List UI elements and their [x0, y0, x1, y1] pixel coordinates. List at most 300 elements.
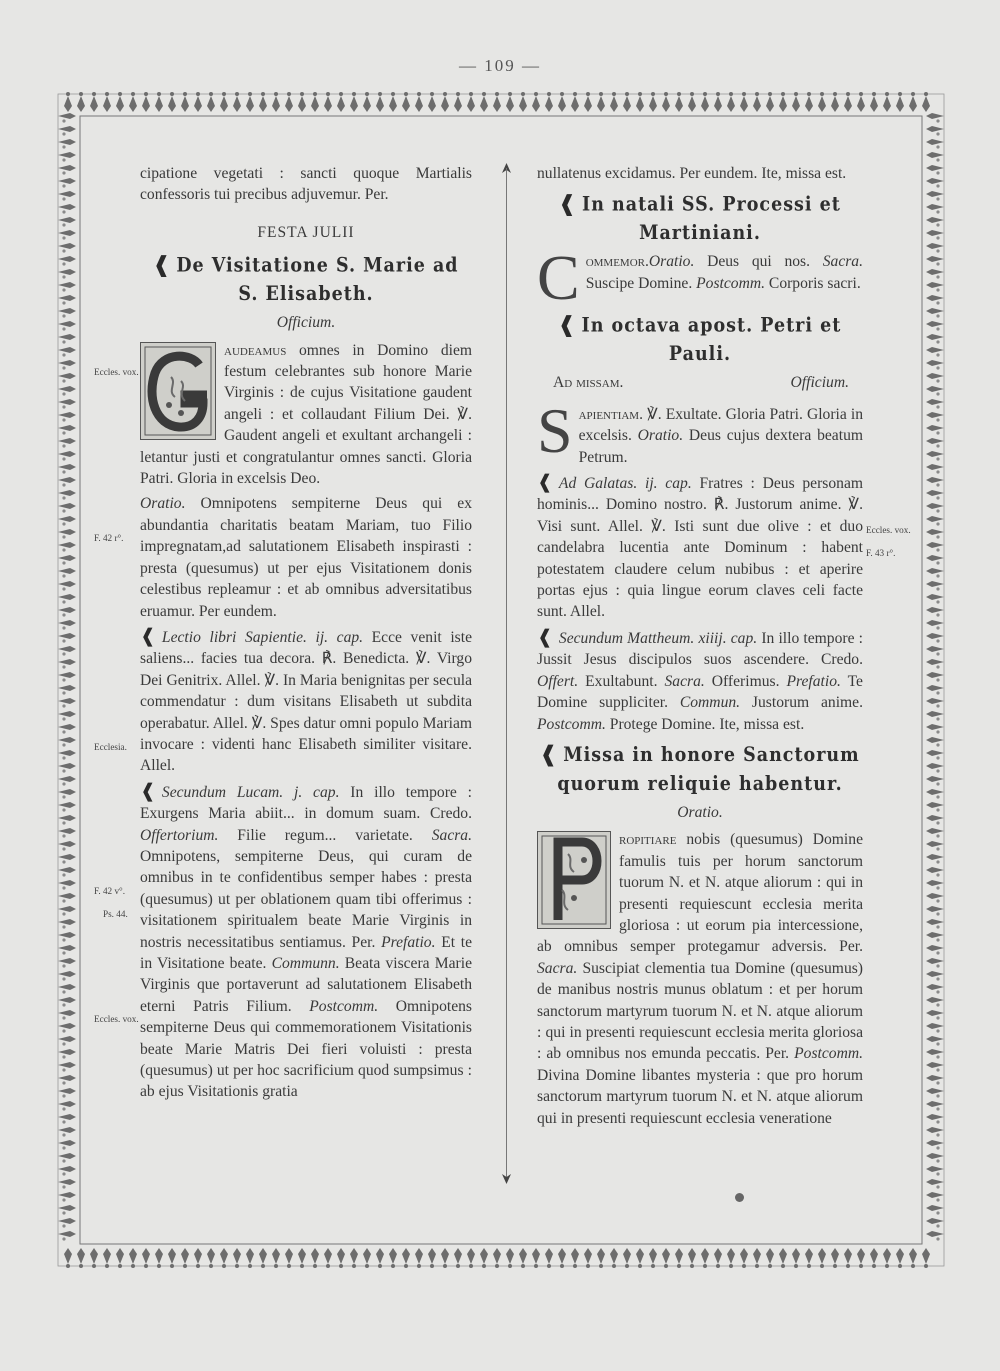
- sacra-text: Offerimus.: [704, 672, 787, 690]
- border-ornament: [926, 919, 944, 925]
- border-ornament: [926, 399, 944, 405]
- border-ornament: [936, 522, 939, 525]
- border-ornament: [924, 92, 928, 96]
- border-ornament: [62, 1081, 65, 1084]
- border-ornament: [846, 1264, 850, 1268]
- border-ornament: [58, 490, 76, 496]
- border-ornament: [58, 880, 76, 886]
- border-ornament: [638, 1264, 642, 1268]
- border-ornament: [62, 1198, 65, 1201]
- border-ornament: [272, 1248, 280, 1264]
- border-ornament: [571, 1248, 579, 1264]
- border-ornament: [926, 789, 944, 795]
- border-ornament: [168, 1248, 176, 1264]
- border-ornament: [62, 1224, 65, 1227]
- postcommunio-text: Protege Domine. Ite, missa est.: [605, 715, 805, 733]
- border-ornament: [58, 828, 76, 834]
- border-ornament: [651, 92, 655, 96]
- border-ornament: [404, 1264, 408, 1268]
- border-ornament: [58, 425, 76, 431]
- communio-text: Beata viscera Marie Virginis que portaverunt ad salutationem Elisabeth eterni Patris Filium.: [140, 955, 472, 1015]
- border-ornament: [58, 1023, 76, 1029]
- initial-c: C: [537, 242, 580, 314]
- border-ornament: [58, 711, 76, 717]
- border-ornament: [936, 457, 939, 460]
- border-ornament: [926, 867, 944, 873]
- postcommunio-label: Postcomm.: [309, 997, 379, 1015]
- border-ornament: [443, 92, 447, 96]
- border-ornament: [768, 92, 772, 96]
- border-ornament: [766, 1248, 774, 1264]
- border-ornament: [911, 1264, 915, 1268]
- border-ornament: [62, 626, 65, 629]
- border-ornament: [58, 971, 76, 977]
- border-ornament: [58, 204, 76, 210]
- border-ornament: [936, 496, 939, 499]
- officium-label: Officium.: [790, 374, 849, 392]
- border-ornament: [936, 145, 939, 148]
- border-ornament: [116, 1248, 124, 1264]
- feast-title-text: In octava apost. Petri et Pauli.: [581, 315, 842, 366]
- border-ornament: [62, 574, 65, 577]
- border-ornament: [926, 1205, 944, 1211]
- border-ornament: [926, 984, 944, 990]
- border-ornament: [820, 92, 824, 96]
- border-ornament: [324, 1248, 332, 1264]
- border-ornament: [936, 210, 939, 213]
- border-ornament: [58, 1088, 76, 1094]
- border-ornament: [926, 672, 944, 678]
- communio-text: Justorum anime.: [740, 694, 863, 712]
- feast-title: [537, 740, 863, 798]
- border-ornament: [926, 906, 944, 912]
- border-ornament: [363, 1248, 371, 1264]
- border-ornament: [885, 1264, 889, 1268]
- border-ornament: [571, 96, 579, 112]
- border-ornament: [936, 1068, 939, 1071]
- border-ornament: [936, 1003, 939, 1006]
- border-ornament: [58, 867, 76, 873]
- border-ornament: [597, 1248, 605, 1264]
- border-ornament: [58, 178, 76, 184]
- border-ornament: [625, 1264, 629, 1268]
- epistle-label: Ad Galatas. ij. cap.: [558, 475, 692, 493]
- border-ornament: [779, 96, 787, 112]
- border-ornament: [926, 529, 944, 535]
- border-ornament: [350, 1248, 358, 1264]
- border-ornament: [194, 1248, 202, 1264]
- border-ornament: [62, 223, 65, 226]
- gospel-text: In illo tempore : Exurgens Maria abiit... in domum suam. Credo.: [140, 783, 472, 823]
- border-ornament: [586, 1264, 590, 1268]
- border-ornament: [926, 360, 944, 366]
- border-ornament: [287, 1264, 291, 1268]
- border-ornament: [831, 1248, 839, 1264]
- border-ornament: [779, 1248, 787, 1264]
- border-ornament: [62, 613, 65, 616]
- border-ornament: [936, 1185, 939, 1188]
- border-ornament: [936, 548, 939, 551]
- border-ornament: [62, 470, 65, 473]
- border-ornament: [58, 724, 76, 730]
- border-ornament: [58, 152, 76, 158]
- continuation-text: nullatenus excidamus. Per eundem. Ite, missa est.: [537, 165, 847, 182]
- border-ornament: [62, 886, 65, 889]
- border-ornament: [62, 782, 65, 785]
- border-ornament: [58, 256, 76, 262]
- border-ornament: [818, 96, 826, 112]
- border-ornament: [58, 1218, 76, 1224]
- border-ornament: [77, 1248, 85, 1264]
- border-ornament: [300, 1264, 304, 1268]
- border-ornament: [62, 600, 65, 603]
- border-ornament: [79, 92, 83, 96]
- border-ornament: [936, 1224, 939, 1227]
- border-ornament: [62, 1042, 65, 1045]
- border-ornament: [926, 1153, 944, 1159]
- border-ornament: [677, 1264, 681, 1268]
- border-ornament: [936, 756, 939, 759]
- border-ornament: [703, 1264, 707, 1268]
- border-ornament: [274, 1264, 278, 1268]
- border-ornament: [196, 1264, 200, 1268]
- border-ornament: [926, 230, 944, 236]
- border-ornament: [805, 96, 813, 112]
- border-ornament: [62, 132, 65, 135]
- border-ornament: [926, 841, 944, 847]
- border-ornament: [62, 548, 65, 551]
- oratio-label: Oratio.: [648, 253, 695, 271]
- border-ornament: [58, 139, 76, 145]
- border-ornament: [339, 1264, 343, 1268]
- border-ornament: [636, 1248, 644, 1264]
- offertorium-text: Exultabunt.: [578, 672, 665, 690]
- border-ornament: [58, 1153, 76, 1159]
- border-ornament: [58, 1075, 76, 1081]
- border-ornament: [58, 555, 76, 561]
- border-ornament: [62, 210, 65, 213]
- border-ornament: [926, 1166, 944, 1172]
- sacra-label: Sacra.: [822, 253, 863, 271]
- border-ornament: [781, 92, 785, 96]
- border-ornament: [235, 1264, 239, 1268]
- border-ornament: [926, 737, 944, 743]
- border-ornament: [926, 425, 944, 431]
- border-ornament: [58, 698, 76, 704]
- border-ornament: [740, 96, 748, 112]
- border-ornament: [926, 1127, 944, 1133]
- border-ornament: [389, 1248, 397, 1264]
- border-ornament: [688, 1248, 696, 1264]
- border-ornament: [857, 96, 865, 112]
- border-ornament: [58, 984, 76, 990]
- border-ornament: [196, 92, 200, 96]
- border-ornament: [883, 1248, 891, 1264]
- border-ornament: [936, 1029, 939, 1032]
- border-ornament: [248, 1264, 252, 1268]
- border-ornament: [58, 906, 76, 912]
- postcommunio-label: Postcomm.: [537, 715, 606, 733]
- border-ornament: [532, 1248, 540, 1264]
- introit-incipit: audeamus: [224, 341, 287, 359]
- border-ornament: [103, 1248, 111, 1264]
- border-ornament: [662, 96, 670, 112]
- border-ornament: [415, 1248, 423, 1264]
- border-ornament: [926, 438, 944, 444]
- border-ornament: [365, 92, 369, 96]
- border-ornament: [62, 535, 65, 538]
- border-ornament: [936, 938, 939, 941]
- border-ornament: [350, 96, 358, 112]
- border-ornament: [62, 756, 65, 759]
- border-ornament: [547, 1264, 551, 1268]
- offertorium-label: Offert.: [537, 672, 579, 690]
- border-ornament: [58, 763, 76, 769]
- border-ornament: [287, 92, 291, 96]
- margin-note: F. 42 r°.: [94, 533, 124, 543]
- border-ornament: [58, 737, 76, 743]
- border-ornament: [936, 600, 939, 603]
- border-ornament: [936, 288, 939, 291]
- border-ornament: [170, 92, 174, 96]
- border-ornament: [62, 483, 65, 486]
- border-ornament: [62, 1120, 65, 1123]
- border-ornament: [926, 1140, 944, 1146]
- border-ornament: [157, 1264, 161, 1268]
- sacra-text: Suscipe Domine.: [585, 274, 697, 292]
- border-ornament: [690, 92, 694, 96]
- border-ornament: [926, 971, 944, 977]
- border-ornament: [430, 1264, 434, 1268]
- border-ornament: [58, 932, 76, 938]
- border-ornament: [926, 503, 944, 509]
- border-ornament: [936, 808, 939, 811]
- continuation-text: cipatione vegetati : sancti quoque Martialis confessoris tui precibus adjuvemur. Per.: [140, 165, 472, 204]
- border-ornament: [480, 1248, 488, 1264]
- ornament-dot: [735, 1193, 744, 1202]
- border-ornament: [936, 509, 939, 512]
- border-ornament: [58, 503, 76, 509]
- border-ornament: [926, 373, 944, 379]
- border-ornament: [651, 1264, 655, 1268]
- border-ornament: [936, 1055, 939, 1058]
- border-ornament: [62, 977, 65, 980]
- border-ornament: [58, 750, 76, 756]
- border-ornament: [339, 92, 343, 96]
- border-ornament: [532, 96, 540, 112]
- border-ornament: [209, 1264, 213, 1268]
- border-ornament: [926, 893, 944, 899]
- border-ornament: [936, 1094, 939, 1097]
- pilcrow-icon: ❰: [558, 312, 576, 338]
- border-ornament: [62, 1016, 65, 1019]
- border-ornament: [58, 386, 76, 392]
- border-ornament: [58, 529, 76, 535]
- border-ornament: [792, 1248, 800, 1264]
- border-ornament: [261, 92, 265, 96]
- border-ornament: [62, 652, 65, 655]
- border-ornament: [936, 1159, 939, 1162]
- border-ornament: [597, 96, 605, 112]
- border-ornament: [534, 92, 538, 96]
- border-ornament: [118, 1264, 122, 1268]
- section-heading: FESTA JULII: [257, 223, 355, 241]
- border-ornament: [926, 633, 944, 639]
- border-ornament: [727, 1248, 735, 1264]
- border-ornament: [298, 1248, 306, 1264]
- border-ornament: [623, 1248, 631, 1264]
- border-ornament: [926, 321, 944, 327]
- initial-s: S: [537, 394, 573, 466]
- border-ornament: [404, 92, 408, 96]
- border-ornament: [926, 1010, 944, 1016]
- border-ornament: [142, 1248, 150, 1264]
- border-ornament: [508, 92, 512, 96]
- border-ornament: [926, 347, 944, 353]
- border-ornament: [352, 1264, 356, 1268]
- border-ornament: [936, 717, 939, 720]
- column-divider: [506, 168, 507, 1180]
- pilcrow-icon: ❰: [559, 191, 577, 217]
- feast-title-text: De Visitatione S. Marie ad S. Elisabeth.: [176, 254, 459, 306]
- border-ornament: [58, 1192, 76, 1198]
- border-ornament: [58, 347, 76, 353]
- border-ornament: [690, 1264, 694, 1268]
- border-ornament: [936, 418, 939, 421]
- border-ornament: [58, 1049, 76, 1055]
- border-ornament: [649, 96, 657, 112]
- border-ornament: [766, 96, 774, 112]
- border-ornament: [311, 1248, 319, 1264]
- border-ornament: [495, 92, 499, 96]
- oratio-text: Deus qui nos.: [694, 253, 823, 271]
- border-ornament: [363, 96, 371, 112]
- border-ornament: [62, 587, 65, 590]
- border-ornament: [58, 802, 76, 808]
- border-ornament: [936, 782, 939, 785]
- border-ornament: [936, 1237, 939, 1240]
- border-ornament: [58, 269, 76, 275]
- border-ornament: [391, 1264, 395, 1268]
- communio-label: Communn.: [271, 955, 340, 972]
- border-ornament: [441, 1248, 449, 1264]
- border-ornament: [926, 243, 944, 249]
- border-ornament: [936, 340, 939, 343]
- border-ornament: [936, 314, 939, 317]
- border-ornament: [625, 92, 629, 96]
- border-ornament: [58, 1101, 76, 1107]
- introit-text: omnes in Domino diem festum celebrantes sub honore Marie Virginis : de cujus Visitatione gaudent angeli : et collaudant Filium Dei. ℣. Gaudent angeli et exultant archangeli : letantur justi et congratulantur omnes sancti. Gloria Patri. Gloria in excelsis Deo.: [140, 341, 472, 488]
- border-ornament: [936, 275, 939, 278]
- border-ornament: [936, 483, 939, 486]
- border-ornament: [58, 243, 76, 249]
- border-ornament: [714, 96, 722, 112]
- border-ornament: [936, 587, 939, 590]
- border-ornament: [376, 1248, 384, 1264]
- oratio-incipit: ropitiare: [619, 831, 677, 849]
- border-ornament: [58, 633, 76, 639]
- border-ornament: [144, 92, 148, 96]
- border-ornament: [909, 96, 917, 112]
- border-ornament: [62, 301, 65, 304]
- postcommunio-text: Corporis sacri.: [765, 274, 861, 292]
- margin-note: Ps. 44.: [103, 909, 128, 919]
- border-ornament: [246, 96, 254, 112]
- border-ornament: [936, 574, 939, 577]
- border-ornament: [155, 96, 163, 112]
- border-ornament: [936, 613, 939, 616]
- border-ornament: [62, 925, 65, 928]
- border-ornament: [62, 444, 65, 447]
- epistle-text: Fratres : Deus personam hominis... Domino nostro. ℟. Justorum anime. ℣. Visi sunt. Allel. ℣. Isti sunt due olive : et duo candelabra lucentia ante Dominum : habent potestatem claudere celum nubibus : et aperire portas ejus : quia lingue eorum claves celi facte sunt. Allel.: [537, 475, 863, 621]
- border-ornament: [482, 1264, 486, 1268]
- border-ornament: [936, 652, 939, 655]
- border-ornament: [62, 717, 65, 720]
- border-ornament: [220, 96, 228, 112]
- border-ornament: [58, 789, 76, 795]
- border-ornament: [62, 678, 65, 681]
- border-ornament: [62, 392, 65, 395]
- border-ornament: [547, 92, 551, 96]
- border-ornament: [58, 412, 76, 418]
- margin-note: Eccles. vox.: [866, 525, 911, 535]
- gospel-text: In illo tempore : Jussit Jesus discipulos suos ascendere. Credo.: [537, 629, 863, 669]
- border-ornament: [58, 217, 76, 223]
- border-ornament: [936, 444, 939, 447]
- border-ornament: [62, 639, 65, 642]
- border-ornament: [116, 96, 124, 112]
- border-ornament: [92, 1264, 96, 1268]
- border-ornament: [105, 92, 109, 96]
- border-ornament: [62, 665, 65, 668]
- rule-arrow-bottom: [501, 1172, 512, 1184]
- border-ornament: [926, 386, 944, 392]
- border-ornament: [58, 516, 76, 522]
- border-ornament: [62, 1133, 65, 1136]
- border-ornament: [922, 1248, 930, 1264]
- border-ornament: [428, 1248, 436, 1264]
- border-ornament: [337, 96, 345, 112]
- border-ornament: [936, 132, 939, 135]
- border-ornament: [62, 288, 65, 291]
- border-ornament: [610, 1248, 618, 1264]
- border-ornament: [820, 1264, 824, 1268]
- border-ornament: [805, 1248, 813, 1264]
- gospel-paragraph: [140, 781, 472, 1103]
- border-ornament: [62, 1159, 65, 1162]
- border-ornament: [911, 92, 915, 96]
- border-ornament: [58, 165, 76, 171]
- border-ornament: [936, 730, 939, 733]
- border-ornament: [62, 184, 65, 187]
- border-ornament: [675, 96, 683, 112]
- border-ornament: [90, 1248, 98, 1264]
- border-ornament: [378, 1264, 382, 1268]
- border-ornament: [506, 96, 514, 112]
- border-ornament: [926, 659, 944, 665]
- border-ornament: [729, 1264, 733, 1268]
- border-ornament: [220, 1248, 228, 1264]
- border-ornament: [926, 594, 944, 600]
- border-ornament: [870, 1248, 878, 1264]
- border-ornament: [62, 769, 65, 772]
- prefatio-text: Et te in Visitatione beate.: [140, 933, 472, 972]
- border-ornament: [926, 1179, 944, 1185]
- border-ornament: [755, 1264, 759, 1268]
- border-ornament: [926, 1036, 944, 1042]
- border-ornament: [183, 92, 187, 96]
- border-ornament: [129, 1248, 137, 1264]
